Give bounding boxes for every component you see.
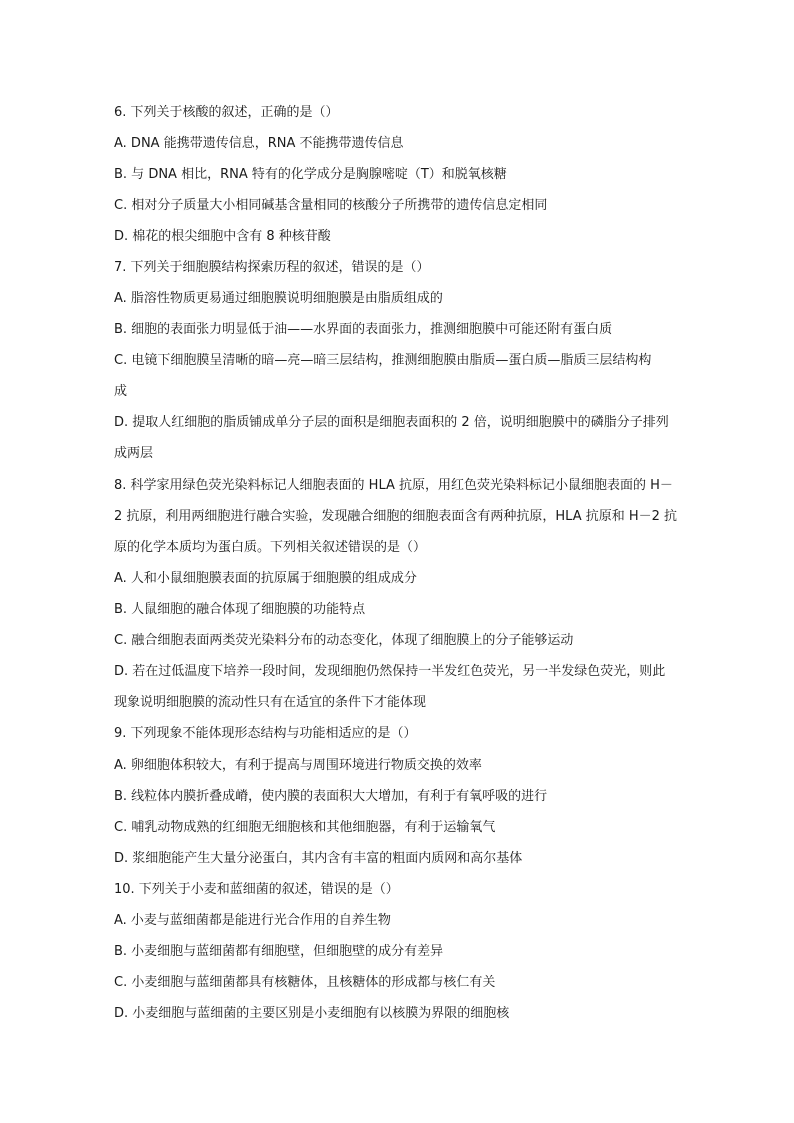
question-7-option-d: D. 提取人红细胞的脂质铺成单分子层的面积是细胞表面积的 2 倍，说明细胞膜中的磷脂分子排列 <box>114 415 669 430</box>
question-8-stem-line-3: 原的化学本质均为蛋白质。下列相关叙述错误的是（） <box>114 540 427 555</box>
question-6-option-d: D. 棉花的根尖细胞中含有 8 种核苷酸 <box>114 229 331 244</box>
question-7-option-c: C. 电镜下细胞膜呈清晰的暗—亮—暗三层结构，推测细胞膜由脂质—蛋白质—脂质三层结构构 <box>114 353 652 368</box>
question-7-option-b: B. 细胞的表面张力明显低于油——水界面的表面张力，推测细胞膜中可能还附有蛋白质 <box>114 322 613 337</box>
question-8-option-a: A. 人和小鼠细胞膜表面的抗原属于细胞膜的组成成分 <box>114 571 417 586</box>
question-6-option-c: C. 相对分子质量大小相同碱基含量相同的核酸分子所携带的遗传信息定相同 <box>114 198 548 213</box>
question-7-stem: 7. 下列关于细胞膜结构探索历程的叙述，错误的是（） <box>114 260 430 275</box>
question-8-option-b: B. 人鼠细胞的融合体现了细胞膜的功能特点 <box>114 602 366 617</box>
question-10-stem: 10. 下列关于小麦和蓝细菌的叙述，错误的是（） <box>114 882 399 897</box>
question-10-option-b: B. 小麦细胞与蓝细菌都有细胞壁，但细胞壁的成分有差异 <box>114 944 444 959</box>
question-9-option-a: A. 卵细胞体积较大，有利于提高与周围环境进行物质交换的效率 <box>114 758 482 773</box>
question-8-option-c: C. 融合细胞表面两类荧光染料分布的动态变化，体现了细胞膜上的分子能够运动 <box>114 633 574 648</box>
question-6-option-a: A. DNA 能携带遗传信息，RNA 不能携带遗传信息 <box>114 136 404 151</box>
question-8-stem: 8. 科学家用绿色荧光染料标记人细胞表面的 HLA 抗原，用红色荧光染料标记小鼠细胞表面的 H－ <box>114 478 673 493</box>
question-7-option-d-cont: 成两层 <box>114 446 154 461</box>
question-10-option-a: A. 小麦与蓝细菌都是能进行光合作用的自养生物 <box>114 913 391 928</box>
question-7-option-a: A. 脂溶性物质更易通过细胞膜说明细胞膜是由脂质组成的 <box>114 291 443 306</box>
question-9-option-b: B. 线粒体内膜折叠成嵴，使内膜的表面积大大增加，有利于有氧呼吸的进行 <box>114 789 548 804</box>
question-6-stem: 6. 下列关于核酸的叙述，正确的是（） <box>114 105 339 120</box>
question-9-option-d: D. 浆细胞能产生大量分泌蛋白，其内含有丰富的粗面内质网和高尔基体 <box>114 851 523 866</box>
question-8-stem-line-2: 2 抗原，利用两细胞进行融合实验，发现融合细胞的细胞表面含有两种抗原，HLA 抗原和 H－2 抗 <box>114 509 678 524</box>
question-10-option-c: C. 小麦细胞与蓝细菌都具有核糖体，且核糖体的形成都与核仁有关 <box>114 975 496 990</box>
question-10-option-d: D. 小麦细胞与蓝细菌的主要区别是小麦细胞有以核膜为界限的细胞核 <box>114 1006 510 1021</box>
question-9-stem: 9. 下列现象不能体现形态结构与功能相适应的是（） <box>114 726 417 741</box>
question-7-option-c-cont: 成 <box>114 384 128 399</box>
question-6-option-b: B. 与 DNA 相比，RNA 特有的化学成分是胸腺嘧啶（T）和脱氧核糖 <box>114 167 507 182</box>
question-8-option-d: D. 若在过低温度下培养一段时间，发现细胞仍然保持一半发红色荧光，另一半发绿色荧光，则此 <box>114 664 666 679</box>
question-8-option-d-cont: 现象说明细胞膜的流动性只有在适宜的条件下才能体现 <box>114 695 427 710</box>
question-9-option-c: C. 哺乳动物成熟的红细胞无细胞核和其他细胞器，有利于运输氧气 <box>114 820 496 835</box>
